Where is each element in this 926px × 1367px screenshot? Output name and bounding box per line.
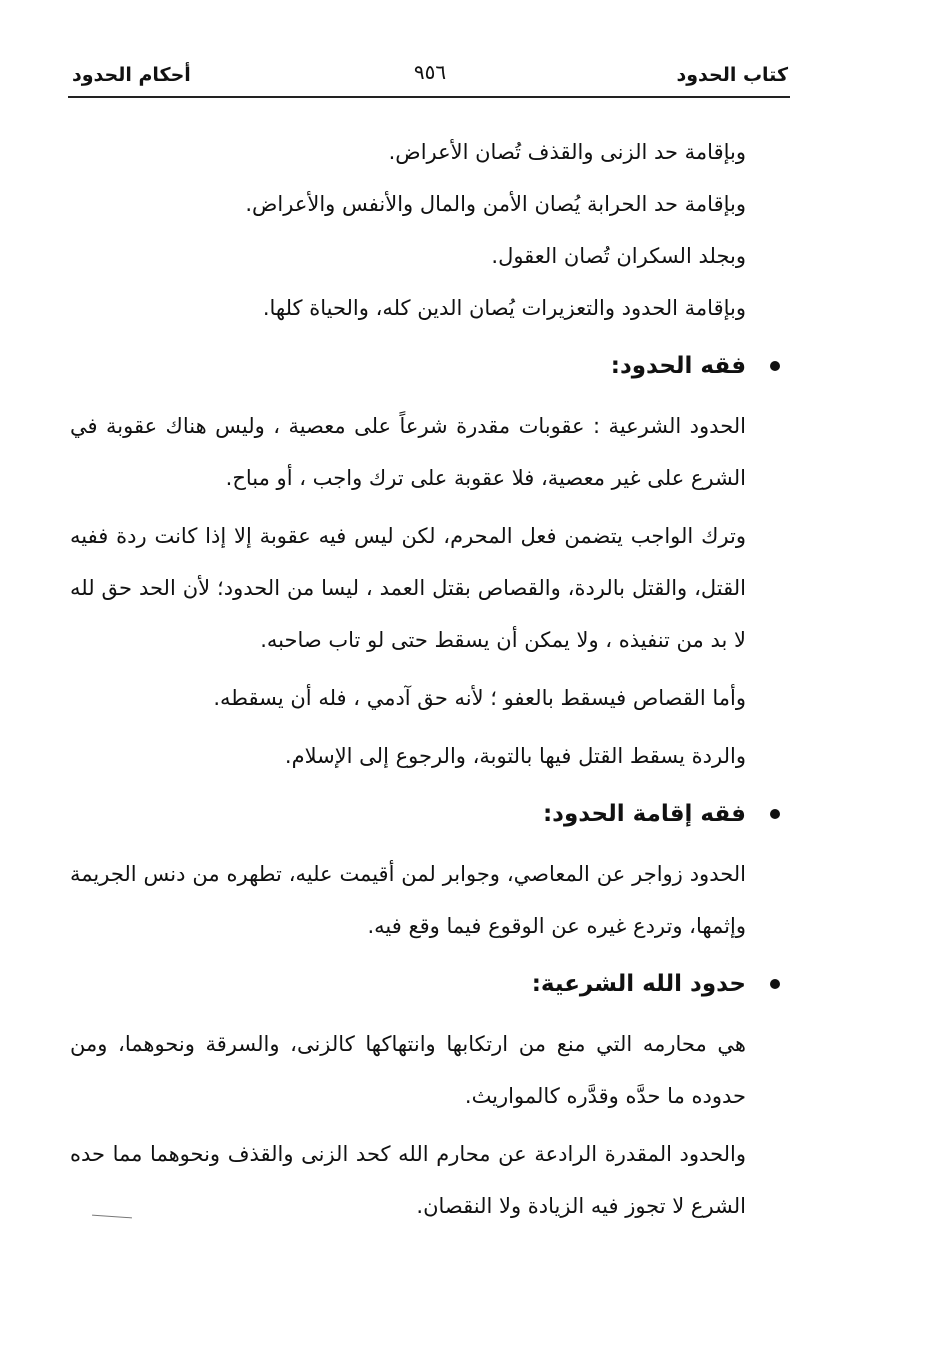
- book-title: كتاب الحدود: [676, 64, 788, 86]
- chapter-title: أحكام الحدود: [72, 64, 191, 86]
- bullet-icon: [770, 809, 780, 819]
- paragraph: والردة يسقط القتل فيها بالتوبة، والرجوع إلى الإسلام.: [284, 744, 746, 768]
- section-heading-text: حدود الله الشرعية:: [531, 971, 746, 997]
- page-number: ٩٥٦: [413, 60, 447, 84]
- header-divider: [68, 96, 790, 98]
- paragraph: وترك الواجب يتضمن فعل المحرم، لكن ليس فيه عقوبة إلا إذا كانت ردة ففيه القتل، والقتل بالردة، والقصاص بقتل العمد ، ليسا من الحدود؛ لأن الحد حق لله لا بد من تنفيذه ، ولا يمكن أن يسقط حتى لو تاب صاحبه.: [70, 524, 746, 652]
- intro-line: وبجلد السكران تُصان العقول.: [491, 244, 746, 268]
- intro-line: وبإقامة الحدود والتعزيرات يُصان الدين كله، والحياة كلها.: [262, 296, 746, 320]
- page-body: [70, 126, 746, 1238]
- bullet-icon: [770, 979, 780, 989]
- paragraph: هي محارمه التي منع من ارتكابها وانتهاكها كالزنى، والسرقة ونحوهما، ومن حدوده ما حدَّه وقدَّره كالمواريث.: [70, 1032, 746, 1108]
- paragraph: الحدود زواجر عن المعاصي، وجوابر لمن أقيمت عليه، تطهره من دنس الجريمة وإثمها، وتردع غيره عن الوقوع فيما وقع فيه.: [70, 862, 746, 938]
- paragraph: والحدود المقدرة الرادعة عن محارم الله كحد الزنى والقذف ونحوهما مما حده الشرع لا تجوز فيه الزيادة ولا النقصان.: [70, 1142, 746, 1218]
- paragraph: الحدود الشرعية : عقوبات مقدرة شرعاً على معصية ، وليس هناك عقوبة في الشرع على غير معصية، فلا عقوبة على ترك واجب ، أو مباح.: [70, 414, 746, 490]
- section-heading: [70, 340, 746, 392]
- intro-block: [70, 126, 746, 334]
- section-heading-text: فقه الحدود:: [610, 353, 746, 379]
- bullet-icon: [770, 361, 780, 371]
- section-heading: [70, 958, 746, 1010]
- intro-line: وبإقامة حد الزنى والقذف تُصان الأعراض.: [388, 140, 746, 164]
- section-heading: [70, 788, 746, 840]
- section-heading-text: فقه إقامة الحدود:: [542, 801, 746, 827]
- intro-line: وبإقامة حد الحرابة يُصان الأمن والمال والأنفس والأعراض.: [245, 192, 746, 216]
- running-header: [72, 58, 788, 98]
- paragraph: وأما القصاص فيسقط بالعفو ؛ لأنه حق آدمي ، فله أن يسقطه.: [213, 686, 746, 710]
